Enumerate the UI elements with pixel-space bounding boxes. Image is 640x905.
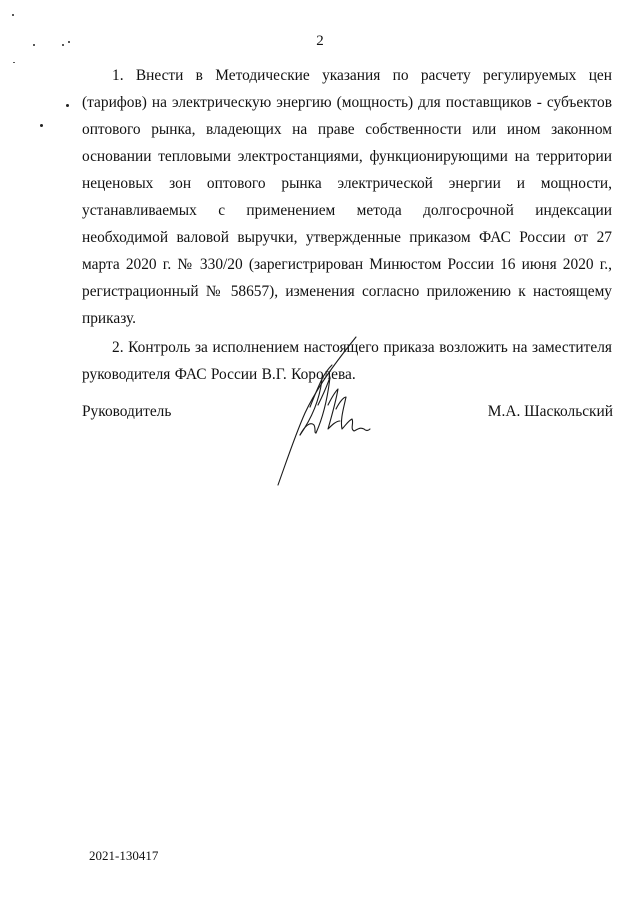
scan-speck (13, 62, 15, 63)
page-number: 2 (316, 33, 324, 49)
paragraph-amendment: 1. Внести в Методические указания по расчету регулируемых цен (тарифов) на электрическую энергию (мощность) для поставщиков - субъектов оптового рынка, владеющих на праве собственности или ином законном основании тепловыми электростанциями, функционирующими на территории неценовых зон оптового рынка электрической энергии и мощности, устанавливаемых с применением метода долгосрочной индексации необходимой валовой выручки, утвержденные приказом ФАС России от 27 марта 2020 г. № 330/20 (зарегистрирован Минюстом России 16 июня 2020 г., регистрационный № 58657), изменения согласно приложению к настоящему приказу. (82, 67, 612, 327)
signatory-position: Руководитель (82, 403, 172, 420)
paragraph-control: 2. Контроль за исполнением настоящего приказа возложить на заместителя руководителя ФАС России В.Г. Королева. (82, 339, 612, 383)
scan-speck (12, 14, 14, 16)
document-id: 2021-130417 (89, 848, 159, 863)
scan-speck (40, 124, 43, 127)
signatory-name: М.А. Шаскольский (487, 403, 613, 420)
handwritten-signature (270, 335, 380, 495)
scan-speck (66, 104, 69, 107)
